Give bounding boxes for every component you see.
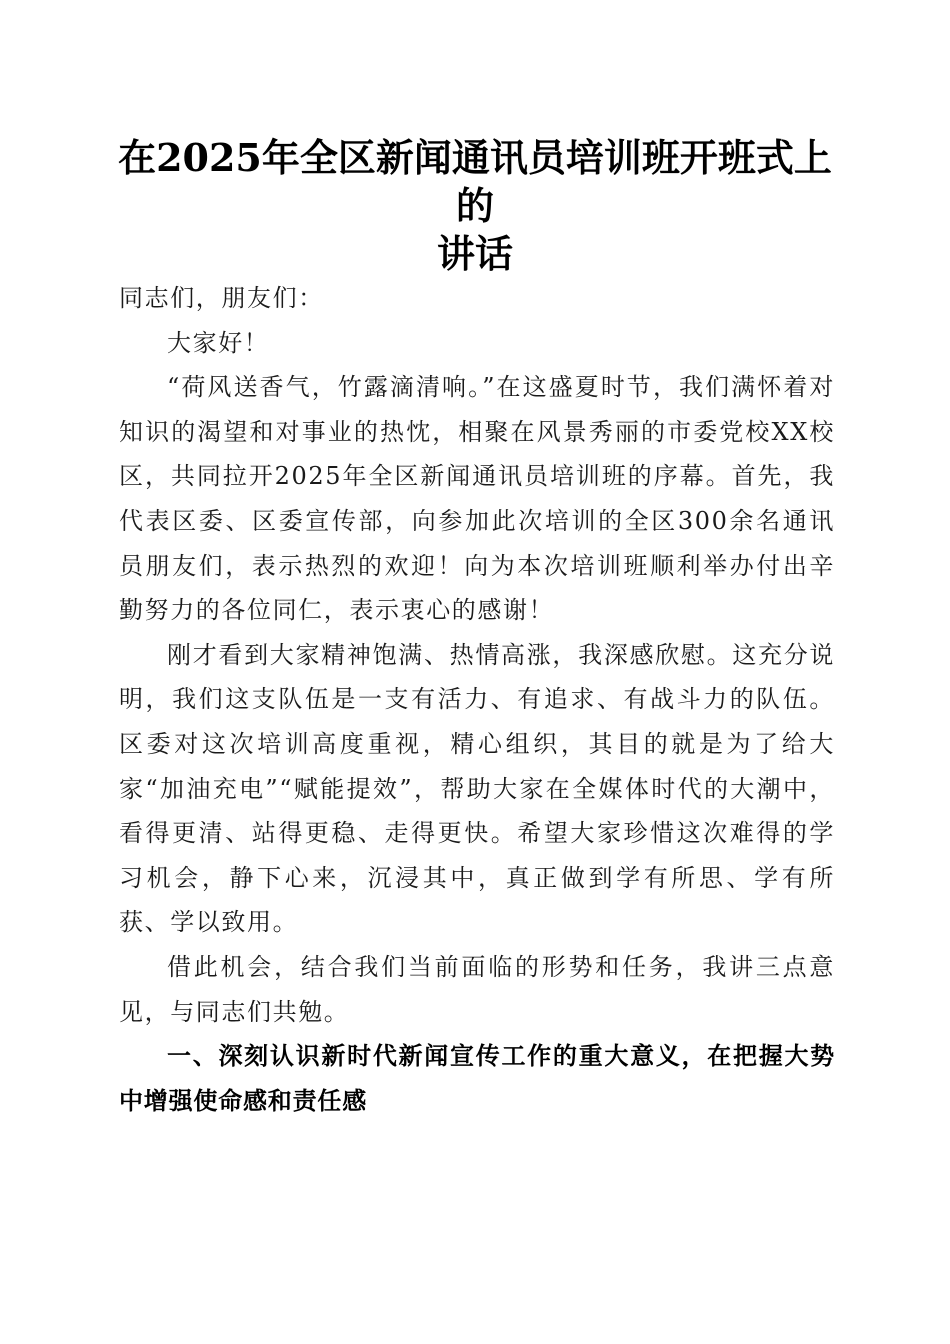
paragraph-opening: “荷风送香气，竹露滴清响。”在这盛夏时节，我们满怀着对知识的渴望和对事业的热忱，相聚在风景秀丽的市委党校XX校区，共同拉开2025年全区新闻通讯员培训班的序幕。首先，我代表区委、区委宣传部，向参加此次培训的全区300余名通讯员朋友们，表示热烈的欢迎！向为本次培训班顺利举办付出辛勤努力的各位同仁，表示衷心的感谢！ [119, 373, 835, 625]
title-line-1: 在2025年全区新闻通讯员培训班开班式上的 [118, 135, 832, 228]
section-heading-1: 一、深刻认识新时代新闻宣传工作的重大意义，在把握大势中增强使命感和责任感 [119, 1042, 835, 1115]
title-line-2: 讲话 [436, 231, 513, 276]
greeting: 大家好！ [167, 328, 270, 357]
paragraph-encouragement: 刚才看到大家精神饱满、热情高涨，我深感欣慰。这充分说明，我们这支队伍是一支有活力、有追求、有战斗力的队伍。区委对这次培训高度重视，精心组织，其目的就是为了给大家“加油充电”“赋能提效”，帮助大家在全媒体时代的大潮中，看得更清、站得更稳、走得更快。希望大家珍惜这次难得的学习机会，静下心来，沉浸其中，真正做到学有所思、学有所获、学以致用。 [119, 640, 835, 937]
document-title [100, 134, 850, 278]
document-body [119, 276, 835, 1123]
salutation: 同志们，朋友们： [119, 284, 324, 312]
paragraph-transition: 借此机会，结合我们当前面临的形势和任务，我讲三点意见，与同志们共勉。 [119, 952, 835, 1026]
